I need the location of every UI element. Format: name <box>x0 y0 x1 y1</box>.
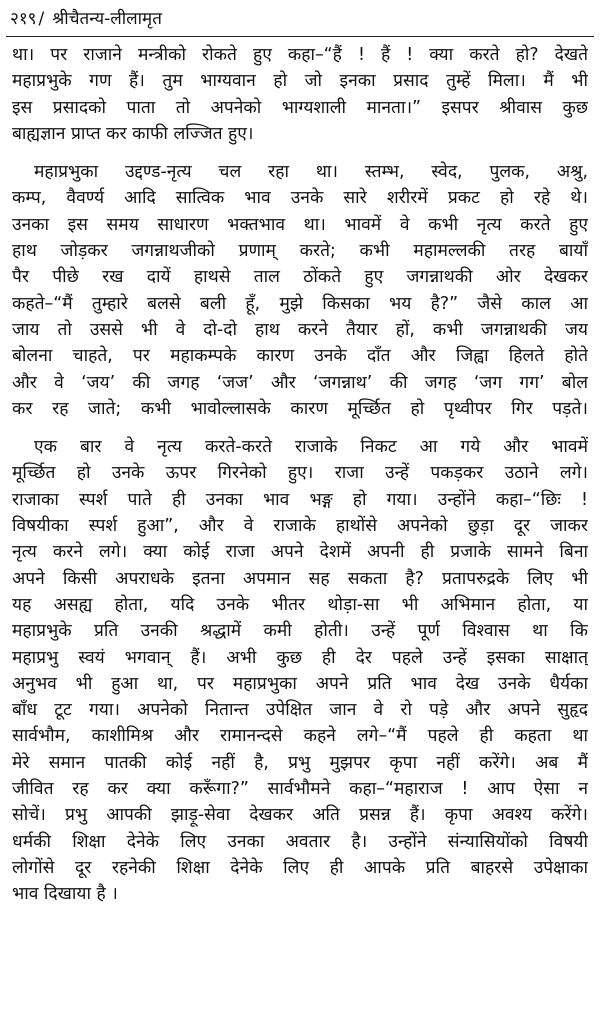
text-line: उनका इस समय साधारण भक्तभाव था। भावमें वे कभी नृत्य करते हुए <box>12 214 588 235</box>
text-line: कम्प, वैवर्ण्य आदि सात्विक भाव उनके सारे शरीरमें प्रकट हो रहे थे। <box>12 188 588 209</box>
text-line: इस प्रसादको पाता तो अपनेको भाग्यशाली मानता।” इसपर श्रीवास कुछ <box>12 97 588 118</box>
text-line: राजाका स्पर्श पाते ही उनका भाव भङ्ग हो गया। उन्होंने कहा–“छिः ! <box>12 489 588 510</box>
text-line: अपने किसी अपराधके इतना अपमान सह सकता है? प्रतापरुद्रके लिए भी <box>12 568 588 589</box>
text-line: लोगोंसे दूर रहनेकी शिक्षा देनेके लिए ही आपके प्रति बाहरसे उपेक्षाका <box>12 857 588 878</box>
text-line: विषयीका स्पर्श हुआ”, और वे राजाके हाथोंसे अपनेको छुड़ा दूर जाकर <box>12 516 588 537</box>
running-head-separator: / <box>38 9 45 29</box>
running-head <box>10 6 162 32</box>
text-line: जाय तो उससे भी वे दो-दो हाथ करने तैयार हों, कभी जगन्नाथकी जय <box>12 319 588 340</box>
text-line: सार्वभौम, काशीमिश्र और रामानन्दसे कहने लगे–“मैं पहले ही कहता था <box>12 726 588 747</box>
paragraph-2 <box>12 159 588 422</box>
text-line: एक बार वे नृत्य करते-करते राजाके निकट आ गये और भावमें <box>34 437 588 458</box>
book-title: श्रीचैतन्य-लीलामृत <box>52 9 162 29</box>
text-line: बोलना चाहते, पर महाकम्पके कारण उनके दाँत और जिह्वा हिलते होते <box>12 346 588 367</box>
text-line: महाप्रभुके गण हैं। तुम भाग्यवान हो जो इनका प्रसाद तुम्हें मिला। मैं भी <box>12 71 588 92</box>
text-line: महाप्रभुके प्रति उनकी श्रद्धामें कमी होती। उन्हें पूर्ण विश्वास था कि <box>12 621 588 642</box>
text-line: नृत्य करने लगे। क्या कोई राजा अपने देशमें अपनी ही प्रजाके सामने बिना <box>12 542 588 563</box>
text-line: बाह्यज्ञान प्राप्त कर काफी लज्जित हुए। <box>12 123 254 144</box>
text-line: कर रह जाते; कभी भावोल्लासके कारण मूर्च्छित हो पृथ्वीपर गिर पड़ते। <box>12 398 588 419</box>
text-line: पैर पीछे रख दायें हाथसे ताल ठोंकते हुए जगन्नाथकी ओर देखकर <box>12 267 588 288</box>
text-line: सोचें। प्रभु आपकी झाड़ू-सेवा देखकर अति प्रसन्न हैं। कृपा अवश्य करेंगे। <box>12 805 588 826</box>
text-line: हाथ जोड़कर जगन्नाथजीको प्रणाम् करते; कभी महामल्लकी तरह बायाँ <box>12 241 588 262</box>
text-line: था। पर राजाने मन्त्रीको रोकते हुए कहा–“हैं ! हैं ! क्या करते हो? देखते <box>12 45 588 65</box>
paragraph-3 <box>12 434 588 907</box>
page-number: २१९ <box>10 9 37 29</box>
text-line: यह असह्य होता, यदि उनके भीतर थोड़ा-सा भी अभिमान होता, या <box>12 594 588 615</box>
text-line: अनुभव भी हुआ था, पर महाप्रभुका अपने प्रति भाव देख उनके धैर्यका <box>12 673 588 694</box>
body-text <box>12 42 588 908</box>
text-line: मूर्च्छित हो उनके ऊपर गिरनेको हुए। राजा उन्हें पकड़कर उठाने लगे। <box>12 463 588 484</box>
text-line: भाव दिखाया है । <box>12 884 118 905</box>
text-line: कहते–“मैं तुम्हारे बलसे बली हूँ, मुझे किसका भय है?” जैसे काल आ <box>12 293 588 314</box>
text-line: जीवित रह कर क्या करूँगा?” सार्वभौमने कहा–“महाराज ! आप ऐसा न <box>12 779 588 800</box>
text-line: मेरे समान पातकी कोई नहीं है, प्रभु मुझपर कृपा नहीं करेंगे। अब मैं <box>12 752 588 773</box>
text-line: धर्मकी शिक्षा देनेके लिए उनका अवतार है। उन्होंने संन्यासियोंको विषयी <box>12 831 588 852</box>
text-line: महाप्रभु स्वयं भगवान् हैं। अभी कुछ ही देर पहले उन्हें इसका साक्षात् <box>12 647 588 668</box>
header-rule <box>6 36 594 37</box>
paragraph-1 <box>12 42 588 147</box>
text-line: और वे ‘जय’ की जगह ‘जज’ और ‘जगन्नाथ’ की जगह ‘जग गग’ बोल <box>12 372 588 393</box>
text-line: बाँध टूट गया। अपनेको नितान्त उपेक्षित जान वे रो पड़े और अपने सुहृद <box>12 700 588 721</box>
text-line: महाप्रभुका उद्दण्ड-नृत्य चल रहा था। स्तम्भ, स्वेद, पुलक, अश्रु, <box>34 162 588 183</box>
